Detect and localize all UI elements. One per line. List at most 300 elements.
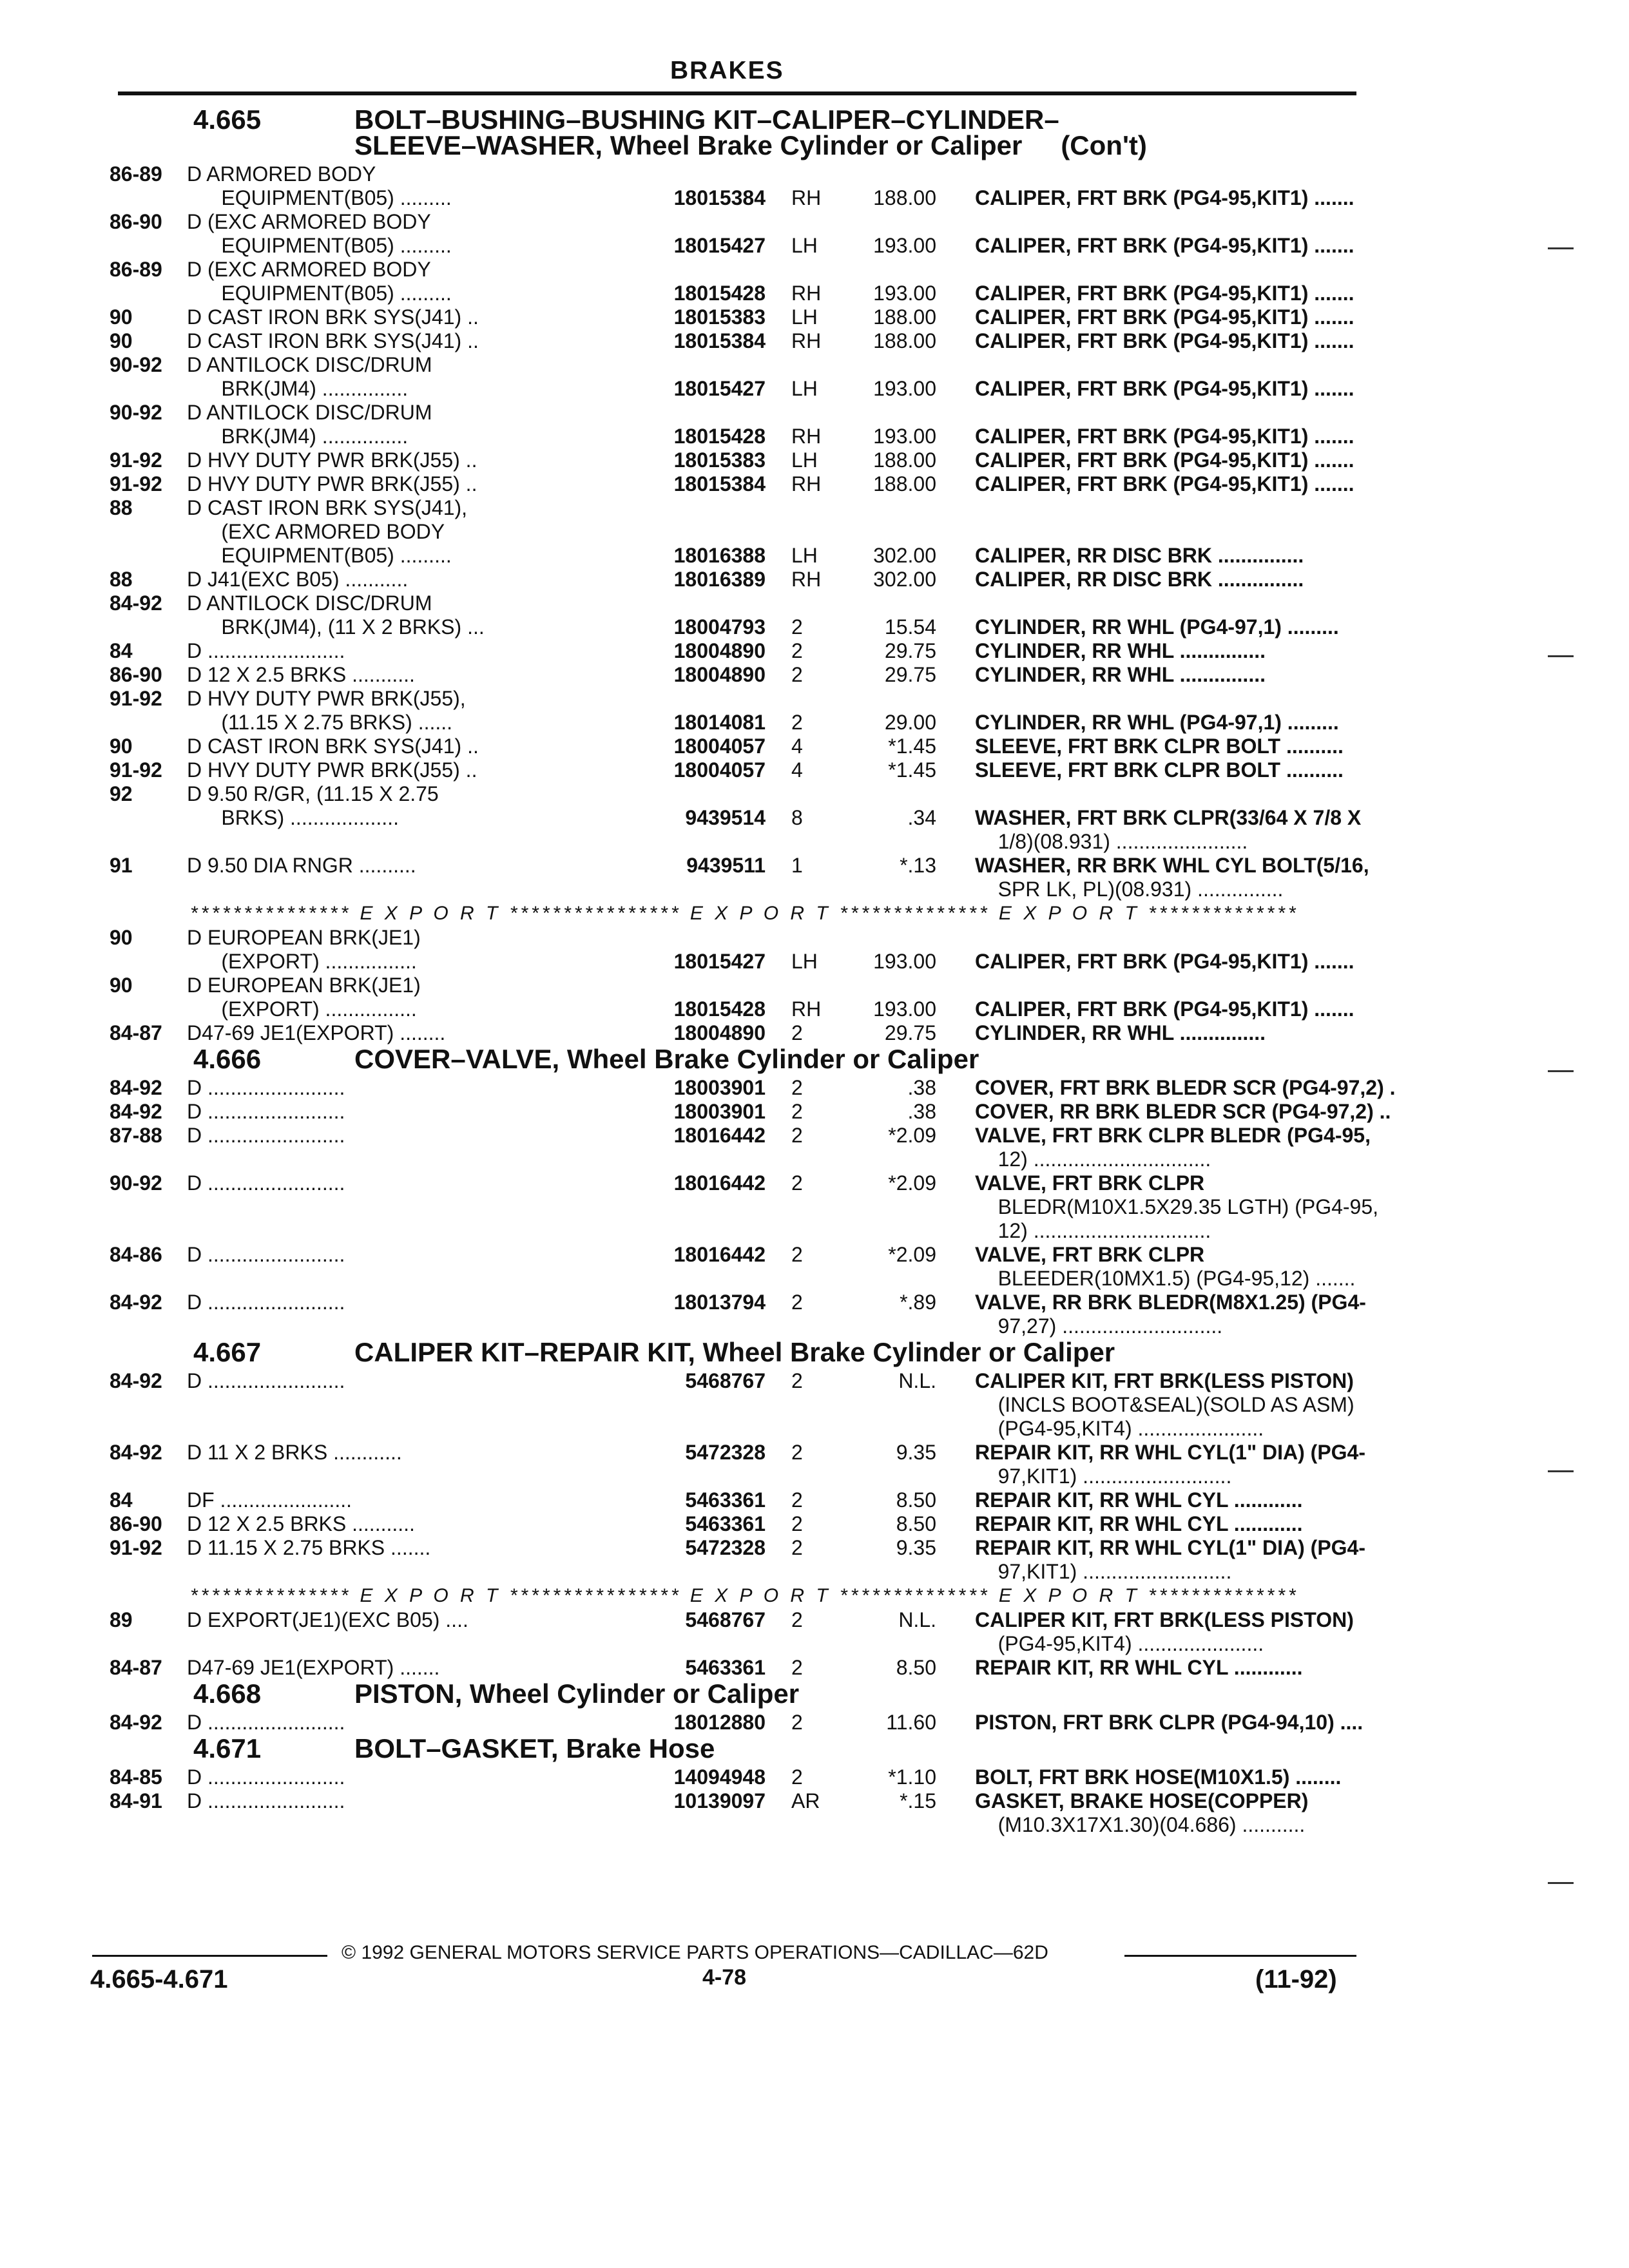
part-name-line: 97,27) ............................	[975, 1314, 1223, 1338]
part-usage-description	[187, 1291, 630, 1314]
price: .38	[907, 1100, 936, 1123]
price: 9.35	[896, 1536, 936, 1559]
section-title-line	[354, 104, 1147, 135]
part-name-line: VALVE, FRT BRK CLPR BLEDR (PG4-95,	[975, 1124, 1371, 1147]
usage-line: (11.15 X 2.75 BRKS) ......	[187, 711, 453, 734]
quantity: 2	[791, 1441, 803, 1464]
part-usage-description	[187, 1608, 630, 1632]
parts-listing	[110, 104, 1396, 1837]
part-row	[110, 1291, 1366, 1338]
part-name	[936, 1441, 1424, 1488]
quantity: 2	[791, 1656, 803, 1679]
part-name	[936, 472, 1424, 496]
part-row	[110, 1711, 1364, 1735]
part-number: 18014081	[673, 711, 766, 734]
price: 11.60	[886, 1711, 936, 1734]
part-name-line: CYLINDER, RR WHL (PG4-97,1) .........	[975, 711, 1339, 734]
model-years: 84-92	[110, 1369, 162, 1392]
part-name-line: SLEEVE, FRT BRK CLPR BOLT ..........	[975, 735, 1344, 758]
quantity: 2	[791, 1291, 803, 1314]
quantity: 2	[791, 1021, 803, 1044]
part-name	[936, 353, 1424, 401]
usage-line: D EUROPEAN BRK(JE1)	[187, 926, 421, 949]
part-row	[110, 687, 1360, 735]
usage-line: D CAST IRON BRK SYS(J41) ..	[187, 305, 479, 329]
model-years: 86-90	[110, 210, 162, 233]
part-usage-description	[187, 687, 630, 735]
quantity: 2	[791, 639, 803, 662]
part-usage-description	[187, 568, 630, 591]
edge-mark	[1548, 247, 1574, 249]
part-number: 14094948	[673, 1765, 766, 1789]
price: 188.00	[873, 472, 936, 495]
model-years: 84-92	[110, 591, 162, 615]
model-years: 90	[110, 735, 133, 758]
section-heading	[110, 1678, 1360, 1709]
model-years: 84-92	[110, 1100, 162, 1123]
price: 302.00	[873, 568, 936, 591]
part-number: 18015384	[673, 186, 766, 209]
part-row	[110, 210, 1360, 258]
part-name-line: CALIPER, RR DISC BRK ...............	[975, 568, 1304, 591]
usage-line: D 9.50 R/GR, (11.15 X 2.75	[187, 782, 439, 805]
part-number: 18015384	[673, 472, 766, 495]
part-usage-description	[187, 1488, 630, 1512]
part-name	[936, 1100, 1424, 1124]
quantity: RH	[791, 329, 822, 352]
part-name-line: CALIPER, FRT BRK (PG4-95,KIT1) .......	[975, 329, 1354, 352]
part-number: 18015383	[673, 305, 766, 329]
price: 188.00	[873, 305, 936, 329]
part-name	[936, 1124, 1424, 1171]
model-years: 90-92	[110, 1171, 162, 1195]
part-row	[110, 735, 1360, 758]
part-number: 18015427	[673, 950, 766, 973]
section-title-text: BOLT–BUSHING–BUSHING KIT–CALIPER–CYLINDER–	[354, 104, 1059, 135]
part-usage-description	[187, 162, 630, 210]
part-row	[110, 1488, 1360, 1512]
edge-mark	[1548, 1470, 1574, 1472]
quantity: 2	[791, 1488, 803, 1512]
price: 193.00	[873, 950, 936, 973]
part-number: 18004057	[673, 758, 766, 782]
part-name-line: CALIPER, FRT BRK (PG4-95,KIT1) .......	[975, 305, 1354, 329]
price: .38	[907, 1076, 936, 1099]
part-usage-description	[187, 1100, 630, 1124]
part-name	[936, 1512, 1424, 1536]
part-usage-description	[187, 258, 630, 305]
part-name-line: 97,KIT1) ..........................	[975, 1465, 1232, 1488]
part-name	[936, 1536, 1424, 1584]
quantity: RH	[791, 568, 822, 591]
part-usage-description	[187, 1021, 630, 1045]
usage-line: D ........................	[187, 1291, 345, 1314]
price: 193.00	[873, 425, 936, 448]
usage-line: (EXC ARMORED BODY	[187, 520, 445, 543]
quantity: RH	[791, 186, 822, 209]
part-usage-description	[187, 1243, 630, 1267]
part-row	[110, 782, 1360, 854]
part-usage-description	[187, 1536, 630, 1560]
part-name-line: CALIPER KIT, FRT BRK(LESS PISTON)	[975, 1608, 1354, 1631]
usage-line: D ANTILOCK DISC/DRUM	[187, 401, 432, 424]
part-name	[936, 854, 1424, 901]
usage-line: D HVY DUTY PWR BRK(J55) ..	[187, 472, 477, 495]
model-years: 86-90	[110, 1512, 162, 1535]
part-name-line: CALIPER, FRT BRK (PG4-95,KIT1) .......	[975, 377, 1354, 400]
price: 193.00	[873, 997, 936, 1021]
usage-line: EQUIPMENT(B05) .........	[187, 282, 452, 305]
part-name	[936, 782, 1424, 854]
quantity: 8	[791, 806, 803, 829]
part-number: 9439514	[685, 806, 766, 829]
usage-line: D 12 X 2.5 BRKS ...........	[187, 663, 415, 686]
section-title	[354, 1733, 715, 1763]
part-number: 18013794	[673, 1291, 766, 1314]
part-name-line: CALIPER, FRT BRK (PG4-95,KIT1) .......	[975, 234, 1354, 257]
part-name-line: SLEEVE, FRT BRK CLPR BOLT ..........	[975, 758, 1344, 782]
part-name	[936, 1171, 1424, 1243]
part-row	[110, 854, 1369, 901]
price: *.13	[900, 854, 936, 877]
model-years: 90	[110, 305, 133, 329]
part-row	[110, 305, 1360, 329]
part-name-line: SPR LK, PL)(08.931) ...............	[975, 878, 1284, 901]
part-name-line: REPAIR KIT, RR WHL CYL ............	[975, 1512, 1303, 1535]
part-number: 18003901	[673, 1076, 766, 1099]
edge-mark	[1548, 1882, 1574, 1884]
part-name-line: CYLINDER, RR WHL ...............	[975, 639, 1266, 662]
section-title	[354, 104, 1147, 160]
part-name-line: BOLT, FRT BRK HOSE(M10X1.5) ........	[975, 1765, 1342, 1789]
quantity: 2	[791, 711, 803, 734]
part-name	[936, 1021, 1424, 1045]
part-usage-description	[187, 1765, 630, 1789]
export-divider: *************** E X P O R T **************** E X P O R T ************** E X P O R T **************	[190, 1585, 1299, 1606]
price: *1.10	[888, 1765, 936, 1789]
part-name	[936, 758, 1424, 782]
price: 29.75	[884, 639, 936, 662]
part-name-line: (PG4-95,KIT4) ......................	[975, 1632, 1264, 1655]
quantity: 4	[791, 735, 803, 758]
part-number: 5463361	[685, 1488, 766, 1512]
part-row	[110, 1076, 1396, 1100]
section-number: 4.671	[193, 1733, 262, 1763]
part-name	[936, 1488, 1424, 1512]
usage-line: D CAST IRON BRK SYS(J41) ..	[187, 735, 479, 758]
part-usage-description	[187, 758, 630, 782]
part-number: 18004890	[673, 663, 766, 686]
price: *2.09	[888, 1243, 936, 1266]
model-years: 84-92	[110, 1291, 162, 1314]
continued-label: (Con't)	[1061, 130, 1147, 160]
usage-line: BRK(JM4), (11 X 2 BRKS) ...	[187, 615, 485, 639]
export-divider: *************** E X P O R T **************** E X P O R T ************** E X P O R T **************	[190, 903, 1299, 924]
usage-line: D 11.15 X 2.75 BRKS .......	[187, 1536, 431, 1559]
model-years: 86-89	[110, 258, 162, 281]
usage-line: BRKS) ...................	[187, 806, 399, 829]
usage-line: DF .......................	[187, 1488, 352, 1512]
part-name-line: REPAIR KIT, RR WHL CYL ............	[975, 1488, 1303, 1512]
section-title-text: CALIPER KIT–REPAIR KIT, Wheel Brake Cylinder or Caliper	[354, 1337, 1115, 1367]
section-number: 4.665	[193, 104, 262, 135]
part-name-line: REPAIR KIT, RR WHL CYL ............	[975, 1656, 1303, 1679]
quantity: 2	[791, 1100, 803, 1123]
part-row	[110, 926, 1360, 974]
part-row	[110, 258, 1360, 305]
part-number: 5472328	[685, 1536, 766, 1559]
footer-section-range: 4.665-4.671	[90, 1965, 228, 1994]
part-name	[936, 1608, 1424, 1656]
model-years: 90	[110, 329, 133, 352]
part-row	[110, 1765, 1360, 1789]
part-name-line: COVER, RR BRK BLEDR SCR (PG4-97,2) ..	[975, 1100, 1391, 1123]
section-heading	[110, 104, 1360, 160]
part-usage-description	[187, 1369, 630, 1393]
part-row	[110, 1124, 1371, 1171]
quantity: 2	[791, 1243, 803, 1266]
section-title-text: BOLT–GASKET, Brake Hose	[354, 1733, 715, 1763]
usage-line: D EXPORT(JE1)(EXC B05) ....	[187, 1608, 468, 1631]
part-row	[110, 1789, 1360, 1837]
price: *1.45	[888, 735, 936, 758]
model-years: 91-92	[110, 472, 162, 495]
part-number: 18003901	[673, 1100, 766, 1123]
model-years: 86-90	[110, 663, 162, 686]
part-name	[936, 974, 1424, 1021]
price: 193.00	[873, 377, 936, 400]
model-years: 92	[110, 782, 133, 805]
usage-line: D 11 X 2 BRKS ............	[187, 1441, 402, 1464]
usage-line: D (EXC ARMORED BODY	[187, 258, 431, 281]
section-title-line	[354, 1337, 1115, 1367]
part-name-line: (INCLS BOOT&SEAL)(SOLD AS ASM)	[975, 1393, 1354, 1416]
usage-line: D ........................	[187, 1171, 345, 1195]
model-years: 91-92	[110, 1536, 162, 1559]
quantity: 1	[791, 854, 803, 877]
part-name	[936, 1656, 1424, 1680]
part-name-line: VALVE, FRT BRK CLPR	[975, 1171, 1205, 1195]
part-usage-description	[187, 496, 630, 568]
part-number: 18015428	[673, 997, 766, 1021]
part-name-line: CALIPER, FRT BRK (PG4-95,KIT1) .......	[975, 282, 1354, 305]
footer-date-code: (11-92)	[1255, 1965, 1337, 1994]
part-number: 10139097	[673, 1789, 766, 1812]
quantity: 2	[791, 1369, 803, 1392]
part-row	[110, 663, 1360, 687]
part-usage-description	[187, 329, 630, 353]
usage-line: D47-69 JE1(EXPORT) .......	[187, 1656, 440, 1679]
edge-mark	[1548, 1070, 1574, 1072]
part-usage-description	[187, 1171, 630, 1195]
quantity: LH	[791, 234, 818, 257]
part-name	[936, 329, 1424, 353]
part-name	[936, 1789, 1424, 1837]
quantity: LH	[791, 448, 818, 472]
part-name	[936, 591, 1424, 639]
part-number: 18004057	[673, 735, 766, 758]
page-header-title: BRAKES	[670, 57, 784, 84]
part-row	[110, 329, 1360, 353]
part-number: 5468767	[685, 1369, 766, 1392]
part-name	[936, 926, 1424, 974]
part-row	[110, 472, 1360, 496]
model-years: 84-85	[110, 1765, 162, 1789]
model-years: 91-92	[110, 448, 162, 472]
footer-rule-left	[92, 1955, 327, 1957]
part-number: 9439511	[686, 854, 766, 877]
part-number: 5463361	[685, 1512, 766, 1535]
part-name	[936, 1711, 1424, 1735]
section-title	[354, 1678, 800, 1709]
part-row	[110, 639, 1360, 663]
usage-line: D ........................	[187, 1243, 345, 1266]
part-name	[936, 1076, 1424, 1100]
part-usage-description	[187, 1512, 630, 1536]
price: 188.00	[873, 186, 936, 209]
quantity: 2	[791, 1711, 803, 1734]
usage-line: D ........................	[187, 1711, 345, 1734]
part-name-line: (PG4-95,KIT4) ......................	[975, 1417, 1264, 1440]
part-usage-description	[187, 591, 630, 639]
quantity: 2	[791, 1076, 803, 1099]
usage-line: D ........................	[187, 639, 345, 662]
part-usage-description	[187, 974, 630, 1021]
part-name-line: WASHER, RR BRK WHL CYL BOLT(5/16,	[975, 854, 1369, 877]
part-usage-description	[187, 735, 630, 758]
part-usage-description	[187, 926, 630, 974]
part-row	[110, 1512, 1360, 1536]
usage-line: (EXPORT) ................	[187, 950, 417, 973]
part-number: 18015384	[673, 329, 766, 352]
part-name-line: VALVE, RR BRK BLEDR(M8X1.25) (PG4-	[975, 1291, 1366, 1314]
model-years: 84-92	[110, 1076, 162, 1099]
part-row	[110, 1608, 1360, 1656]
part-number: 5468767	[685, 1608, 766, 1631]
price: N.L.	[898, 1608, 936, 1631]
quantity: LH	[791, 544, 818, 567]
usage-line: D 12 X 2.5 BRKS ...........	[187, 1512, 415, 1535]
quantity: LH	[791, 305, 818, 329]
part-row	[110, 1441, 1365, 1488]
usage-line: BRK(JM4) ...............	[187, 377, 409, 400]
usage-line: D J41(EXC B05) ...........	[187, 568, 409, 591]
part-row	[110, 758, 1360, 782]
part-name-line: CALIPER, FRT BRK (PG4-95,KIT1) .......	[975, 186, 1354, 209]
model-years: 84	[110, 639, 133, 662]
model-years: 89	[110, 1608, 133, 1631]
part-name-line: WASHER, FRT BRK CLPR(33/64 X 7/8 X	[975, 806, 1362, 829]
part-name-line: GASKET, BRAKE HOSE(COPPER)	[975, 1789, 1309, 1812]
part-row	[110, 448, 1360, 472]
quantity: RH	[791, 997, 822, 1021]
usage-line: D CAST IRON BRK SYS(J41) ..	[187, 329, 479, 352]
part-name-line: COVER, FRT BRK BLEDR SCR (PG4-97,2) .	[975, 1076, 1396, 1099]
quantity: 2	[791, 1536, 803, 1559]
part-row	[110, 353, 1360, 401]
section-title-line	[354, 130, 1147, 160]
model-years: 91-92	[110, 758, 162, 782]
part-number: 18015427	[673, 234, 766, 257]
part-usage-description	[187, 1076, 630, 1100]
model-years: 90-92	[110, 353, 162, 376]
model-years: 88	[110, 568, 133, 591]
edge-mark	[1548, 655, 1574, 657]
part-name-line: (M10.3X17X1.30)(04.686) ...........	[975, 1813, 1306, 1836]
part-usage-description	[187, 1711, 630, 1735]
price: 193.00	[873, 282, 936, 305]
footer-page-number: 4-78	[702, 1965, 747, 1990]
quantity: 2	[791, 1171, 803, 1195]
part-name	[936, 687, 1424, 735]
part-usage-description	[187, 210, 630, 258]
part-name	[936, 401, 1424, 448]
part-name	[936, 496, 1424, 568]
model-years: 90	[110, 926, 133, 949]
part-usage-description	[187, 1789, 630, 1813]
part-name	[936, 1369, 1424, 1441]
section-heading	[110, 1337, 1360, 1367]
price: 29.75	[884, 1021, 936, 1044]
price: 193.00	[873, 234, 936, 257]
quantity: 4	[791, 758, 803, 782]
header-rule	[118, 91, 1356, 95]
part-name	[936, 258, 1424, 305]
usage-line: D ........................	[187, 1789, 345, 1812]
part-row	[110, 1656, 1360, 1680]
part-name-line: CYLINDER, RR WHL (PG4-97,1) .........	[975, 615, 1339, 639]
part-number: 18016442	[673, 1243, 766, 1266]
part-number: 18012880	[673, 1711, 766, 1734]
part-name-line: CALIPER, FRT BRK (PG4-95,KIT1) .......	[975, 950, 1354, 973]
usage-line: D (EXC ARMORED BODY	[187, 210, 431, 233]
part-name	[936, 735, 1424, 758]
part-name-line: CALIPER, FRT BRK (PG4-95,KIT1) .......	[975, 997, 1354, 1021]
model-years: 84-91	[110, 1789, 162, 1812]
part-name-line: CYLINDER, RR WHL ...............	[975, 663, 1266, 686]
part-number: 18016442	[673, 1124, 766, 1147]
part-number: 18004890	[673, 1021, 766, 1044]
part-usage-description	[187, 1441, 630, 1465]
section-title-line	[354, 1733, 715, 1763]
price: *2.09	[888, 1124, 936, 1147]
section-heading	[110, 1046, 1360, 1072]
part-name	[936, 305, 1424, 329]
usage-line: BRK(JM4) ...............	[187, 425, 409, 448]
price: 8.50	[896, 1512, 936, 1535]
part-name	[936, 1243, 1424, 1291]
part-number: 18004890	[673, 639, 766, 662]
part-number: 18016442	[673, 1171, 766, 1195]
quantity: 2	[791, 1512, 803, 1535]
part-usage-description	[187, 472, 630, 496]
model-years: 90	[110, 974, 133, 997]
quantity: 2	[791, 615, 803, 639]
price: 302.00	[873, 544, 936, 567]
part-usage-description	[187, 1124, 630, 1148]
part-name	[936, 1291, 1424, 1338]
footer-rule-right	[1124, 1955, 1356, 1957]
part-name-line: CALIPER, RR DISC BRK ...............	[975, 544, 1304, 567]
price: *1.45	[888, 758, 936, 782]
part-usage-description	[187, 353, 630, 401]
model-years: 84	[110, 1488, 133, 1512]
usage-line: D EUROPEAN BRK(JE1)	[187, 974, 421, 997]
part-name-line: 1/8)(08.931) .......................	[975, 830, 1248, 853]
quantity: RH	[791, 472, 822, 495]
part-usage-description	[187, 448, 630, 472]
part-row	[110, 401, 1360, 448]
